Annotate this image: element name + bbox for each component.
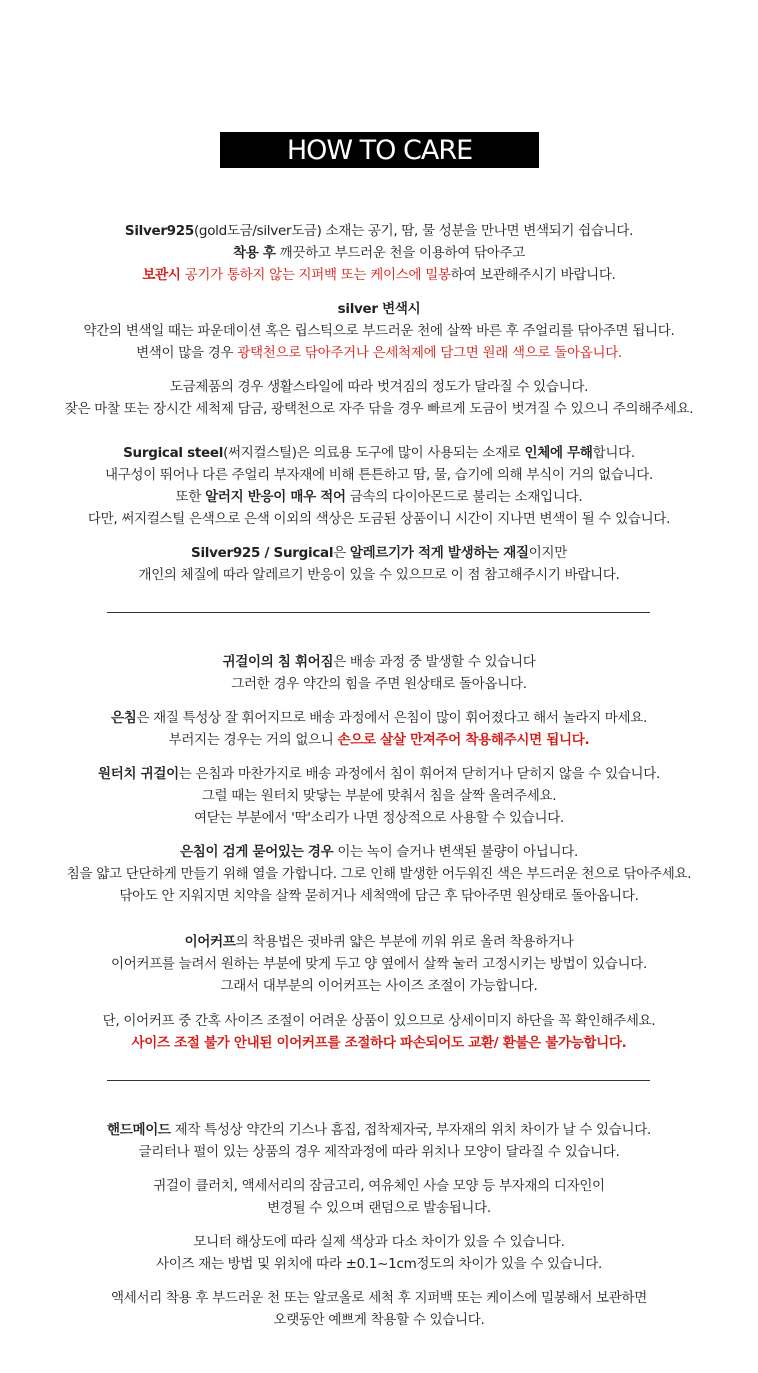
text: 합니다. [592, 445, 635, 461]
text: 은 배송 과정 중 발생할 수 있습니다 [333, 654, 536, 670]
s1-line11: 다만, 써지컬스틸 은색으로 은색 이외의 색상은 도금된 상품이니 시간이 지나면 변색이 될 수 있습니다. [87, 511, 671, 527]
s1-line4: 약간의 변색일 때는 파운데이션 혹은 립스틱으로 부드러운 천에 살짝 바른 후 주얼리를 닦아주면 됩니다. [83, 323, 675, 339]
s1-line3 [0, 264, 758, 286]
red-bold-text: 보관시 [142, 267, 181, 283]
s1-line2 [0, 242, 758, 264]
text: (써지컬스틸)은 의료용 도구에 많이 사용되는 소재로 [223, 445, 525, 461]
red-text: 광택천으로 닦아주거나 은세척제에 담그면 원래 색으로 돌아옵니다. [237, 345, 622, 361]
text: 금속의 다이아몬드로 불리는 소재입니다. [345, 489, 583, 505]
s2-line5 [0, 763, 758, 785]
s2-line14: 단, 이어커프 중 간혹 사이즈 조절이 어려운 상품이 있으므로 상세이미지 하단을 꼭 확인해주세요. [102, 1013, 656, 1029]
s2-line6: 그럴 때는 원터치 맞닿는 부분에 맞춰서 침을 살짝 올려주세요. [201, 788, 557, 804]
text: 변색이 많을 경우 [136, 345, 238, 361]
page-title: HOW TO CARE [220, 132, 539, 168]
text: 의 착용법은 귓바퀴 얇은 부분에 끼워 위로 올려 착용하거나 [235, 934, 574, 950]
s1-line9: 내구성이 뛰어나 다른 주얼리 부자재에 비해 튼튼하고 땀, 물, 습기에 의해 부식이 거의 없습니다. [104, 467, 654, 483]
bold-text: 알러지 반응이 매우 적어 [205, 489, 346, 505]
s2-line8 [0, 841, 758, 863]
s3-line8: 오랫동안 예쁘게 착용할 수 있습니다. [273, 1312, 485, 1328]
s1-subheading: silver 변색시 [337, 301, 421, 317]
s3-line1 [0, 1119, 758, 1141]
s1-line12 [0, 542, 758, 564]
s1-line6: 도금제품의 경우 생활스타일에 따라 벗겨짐의 정도가 달라질 수 있습니다. [169, 379, 589, 395]
bold-text: 원터치 귀걸이 [98, 766, 179, 782]
s2-line9: 침을 얇고 단단하게 만들기 위해 열을 가합니다. 그로 인해 발생한 어두워진 색은 부드러운 천으로 닦아주세요. [66, 866, 692, 882]
bold-text: 이어커프 [184, 934, 236, 950]
bold-text: 인체에 무해 [524, 445, 593, 461]
s2-line1 [0, 651, 758, 673]
red-bold-text: 손으로 살살 만져주어 착용해주시면 됩니다. [337, 732, 590, 748]
bold-text: Surgical steel [123, 445, 224, 461]
bold-text: 알레르기가 적게 발생하는 재질 [349, 545, 529, 561]
s3-line4: 변경될 수 있으며 랜덤으로 발송됩니다. [267, 1200, 491, 1216]
text: 하여 보관해주시기 바랍니다. [450, 267, 616, 283]
s2-warning: 사이즈 조절 불가 안내된 이어커프를 조절하다 파손되어도 교환/ 환불은 불가능합니다. [131, 1035, 627, 1051]
s2-line4 [0, 729, 758, 751]
s1-line10 [0, 486, 758, 508]
text: 은 [333, 545, 350, 561]
bold-text: 은침이 검게 묻어있는 경우 [180, 844, 334, 860]
s2-line12: 이어커프를 늘려서 원하는 부분에 맞게 두고 양 옆에서 살짝 눌러 고정시키는 방법이 있습니다. [110, 956, 648, 972]
bold-text: 착용 후 [233, 245, 276, 261]
text: 은 재질 특성상 잘 휘어지므로 배송 과정에서 은침이 많이 휘어졌다고 해서 놀라지 마세요. [136, 710, 648, 726]
text: (gold도금/silver도금) 소재는 공기, 땀, 물 성분을 만나면 변색되기 쉽습니다. [193, 223, 634, 239]
divider [107, 1080, 650, 1081]
text: 제작 특성상 약간의 기스나 흠집, 접착제자국, 부자재의 위치 차이가 날 수 있습니다. [170, 1122, 652, 1138]
s2-line11 [0, 931, 758, 953]
s3-line7: 액세서리 착용 후 부드러운 천 또는 알코올로 세척 후 지퍼백 또는 케이스에 밀봉해서 보관하면 [110, 1290, 648, 1306]
s2-line13: 그래서 대부분의 이어커프는 사이즈 조절이 가능합니다. [220, 978, 538, 994]
s3-line5: 모니터 해상도에 따라 실제 색상과 다소 차이가 있을 수 있습니다. [193, 1234, 565, 1250]
text: 이는 녹이 슬거나 변색된 불량이 아닙니다. [333, 844, 578, 860]
text: 이지만 [528, 545, 567, 561]
s2-line2: 그러한 경우 약간의 힘을 주면 원상태로 돌아옵니다. [231, 676, 527, 692]
s1-line8 [0, 442, 758, 464]
s3-line3: 귀걸이 클러치, 액세서리의 잠금고리, 여유체인 사슬 모양 등 부자재의 디자인이 [153, 1178, 605, 1194]
s3-line2: 글리터나 펄이 있는 상품의 경우 제작과정에 따라 위치나 모양이 달라질 수 있습니다. [138, 1144, 620, 1160]
s1-line1 [0, 220, 758, 242]
bold-text: 귀걸이의 침 휘어짐 [222, 654, 334, 670]
s3-line6: 사이즈 재는 방법 및 위치에 따라 ±0.1~1cm정도의 차이가 있을 수 있습니다. [155, 1256, 603, 1272]
text: 깨끗하고 부드러운 천을 이용하여 닦아주고 [275, 245, 525, 261]
s1-line5 [0, 342, 758, 364]
divider [107, 612, 650, 613]
bold-text: 핸드메이드 [106, 1122, 171, 1138]
text: 는 은침과 마찬가지로 배송 과정에서 침이 휘어져 닫히거나 닫히지 않을 수 있습니다. [178, 766, 660, 782]
bold-text: Silver925 / Surgical [191, 545, 334, 561]
silver925-label: Silver925 [124, 223, 194, 239]
red-text: 공기가 통하지 않는 지퍼백 또는 케이스에 밀봉 [180, 267, 451, 283]
s1-line7: 잦은 마찰 또는 장시간 세척제 담금, 광택천으로 자주 닦을 경우 빠르게 도금이 벗겨질 수 있으니 주의해주세요. [64, 401, 694, 417]
bold-text: 은침 [110, 710, 137, 726]
s2-line3 [0, 707, 758, 729]
text: 또한 [175, 489, 206, 505]
s2-line7: 여닫는 부분에서 '딱'소리가 나면 정상적으로 사용할 수 있습니다. [193, 810, 565, 826]
text: 부러지는 경우는 거의 없으니 [168, 732, 338, 748]
s2-line10: 닦아도 안 지워지면 치약을 살짝 묻히거나 세척액에 담근 후 닦아주면 원상태로 돌아옵니다. [119, 888, 639, 904]
s1-line13: 개인의 체질에 따라 알레르기 반응이 있을 수 있으므로 이 점 참고해주시기 바랍니다. [138, 567, 620, 583]
